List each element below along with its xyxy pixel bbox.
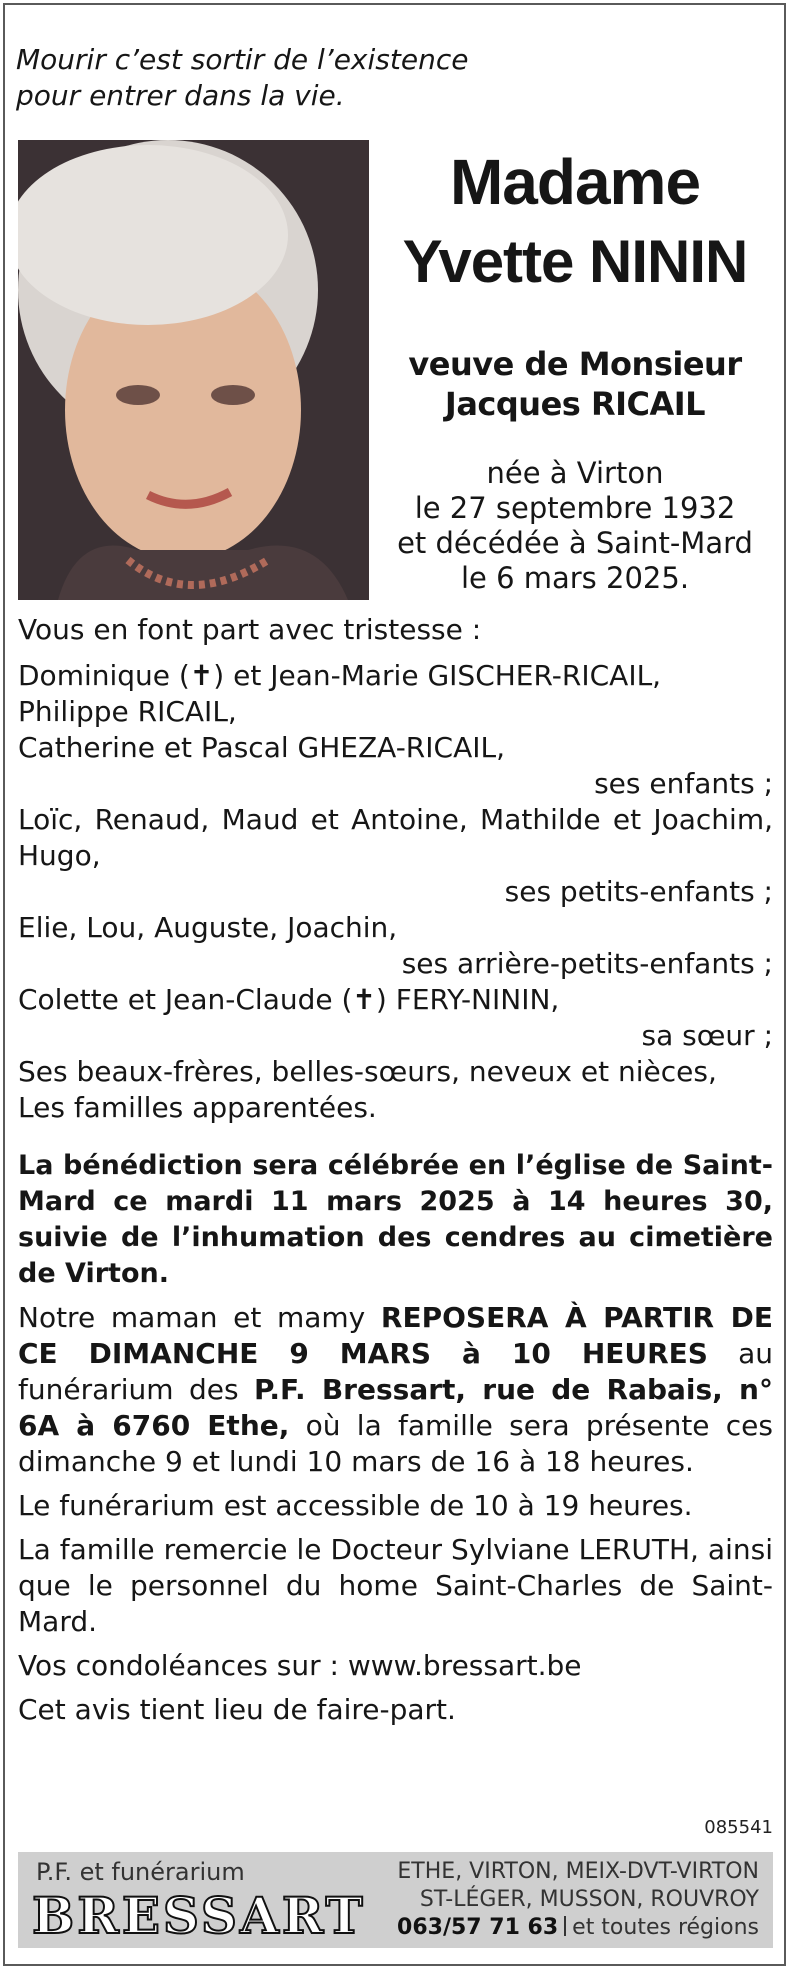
regions: et toutes régions	[572, 1915, 759, 1940]
places-line-1: ETHE, VIRTON, MEIX-DVT-VIRTON	[397, 1859, 759, 1884]
rest-info	[18, 1300, 773, 1480]
epigraph-line-2: pour entrer dans la vie.	[16, 79, 345, 112]
phone-number: 063/57 71 63	[397, 1915, 559, 1940]
rest-part-1: Notre maman et mamy	[18, 1301, 381, 1334]
footer-tagline: P.F. et funérarium	[36, 1858, 245, 1886]
notice: Cet avis tient lieu de faire-part.	[18, 1693, 456, 1726]
reference-number: 085541	[704, 1817, 773, 1838]
grandchildren: Loïc, Renaud, Maud et Antoine, Mathilde et Joachim, Hugo,	[18, 803, 773, 872]
footer-locations	[397, 1858, 759, 1942]
death-date: le 6 mars 2025.	[460, 561, 690, 595]
rest-part-3: où la famille sera présente ces dimanche 9 et lundi 10 mars de 16 à 18 heures.	[18, 1409, 773, 1478]
rest-bold-1: REPOSERA À PARTIR DE CE DIMANCHE 9 MARS à 10 HEURES	[18, 1301, 773, 1370]
children-line-3: Catherine et Pascal GHEZA-RICAIL,	[18, 731, 505, 764]
rest-part-2: au funérarium des	[18, 1337, 773, 1406]
ceremony-info: La bénédiction sera célébrée en l’église de Saint-Mard ce mardi 11 mars 2025 à 14 heures 30, suivie de l’inhumation des cendres au cimetière de Virton.	[18, 1150, 773, 1289]
in-laws: Ses beaux-frères, belles-sœurs, neveux et nièces,	[18, 1055, 717, 1088]
contact-line	[397, 1914, 759, 1942]
birth-death-dates	[375, 456, 775, 596]
birth-date: le 27 septembre 1932	[414, 491, 736, 525]
places-line-2: ST-LÉGER, MUSSON, ROUVROY	[419, 1887, 759, 1912]
relatives: Les familles apparentées.	[18, 1091, 377, 1124]
children-line-2: Philippe RICAIL,	[18, 695, 237, 728]
condolences-link: Vos condoléances sur : www.bressart.be	[18, 1649, 582, 1682]
family-intro: Vous en font part avec tristesse :	[18, 613, 482, 646]
epigraph	[16, 42, 468, 114]
portrait-photo	[18, 140, 369, 600]
deceased-title: Madame	[449, 146, 701, 218]
sister-role: sa sœur ;	[641, 1019, 773, 1052]
sister: Colette et Jean-Claude (✝) FERY-NININ,	[18, 983, 560, 1016]
portrait-image	[18, 140, 369, 600]
deceased-name: Yvette NININ	[402, 228, 748, 295]
grandchildren-role: ses petits-enfants ;	[504, 875, 773, 908]
rest-bold-2: P.F. Bressart, rue de Rabais, n° 6A à 6760 Ethe,	[18, 1373, 773, 1442]
death-place: et décédée à Saint-Mard	[397, 526, 753, 560]
birth-place: née à Virton	[486, 456, 664, 490]
funerarium-hours: Le funérarium est accessible de 10 à 19 heures.	[18, 1489, 693, 1522]
children-line-1: Dominique (✝) et Jean-Marie GISCHER-RICAIL,	[18, 659, 662, 692]
great-grandchildren: Elie, Lou, Auguste, Joachin,	[18, 911, 398, 944]
brand-logo: BRESSART	[32, 1886, 366, 1945]
announcement-body	[18, 612, 773, 1728]
funeral-home-banner	[18, 1852, 773, 1948]
epigraph-line-1: Mourir c’est sortir de l’existence	[16, 43, 469, 76]
separator	[564, 1916, 566, 1936]
thanks: La famille remercie le Docteur Sylviane LERUTH, ainsi que le personnel du home Saint-Charles de Saint-Mard.	[18, 1533, 773, 1638]
widow-of	[375, 344, 775, 424]
children-role: ses enfants ;	[594, 767, 773, 800]
widow-line-2: Jacques RICAIL	[444, 385, 706, 423]
great-grandchildren-role: ses arrière-petits-enfants ;	[401, 947, 773, 980]
widow-line-1: veuve de Monsieur	[408, 345, 742, 383]
